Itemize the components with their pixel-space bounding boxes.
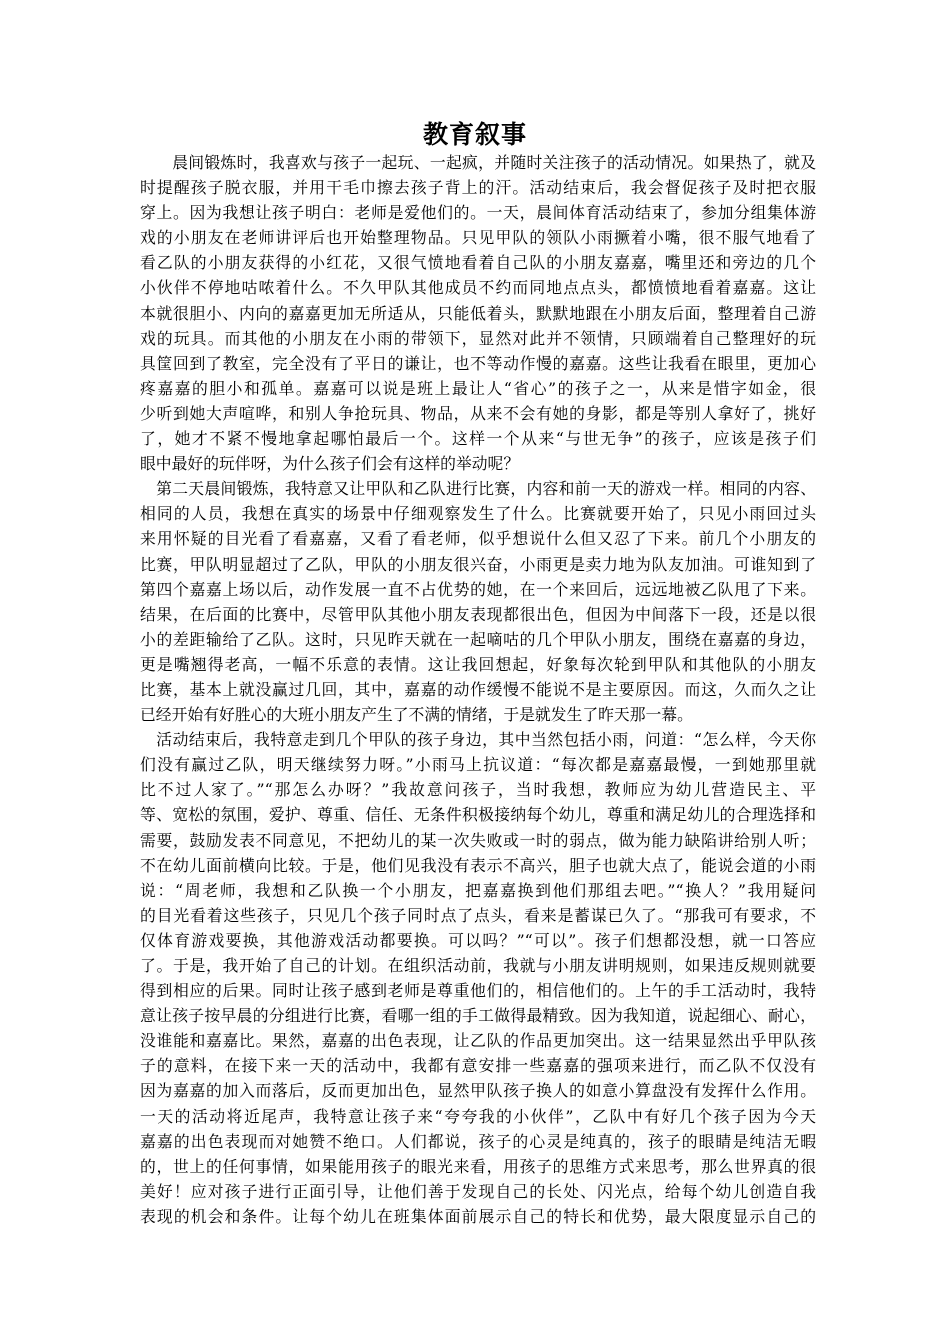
text-line: 的目光看着这些孩子，只见几个孩子同时点了点头，看来是蓄谋已久了。“那我可有要求，不 xyxy=(140,905,816,925)
text-line: 更是嘴翘得老高，一幅不乐意的表情。这让我回想起，好象每次轮到甲队和其他队的小朋友 xyxy=(140,654,816,674)
text-line: 表现的机会和条件。让每个幼儿在班集体面前展示自己的特长和优势，最大限度显示自己的 xyxy=(140,1206,816,1226)
text-line: 因为嘉嘉的加入而落后，反而更加出色，显然甲队孩子换人的如意小算盘没有发挥什么作用。 xyxy=(140,1081,816,1101)
text-line: 具筐回到了教室，完全没有了平日的谦让，也不等动作慢的嘉嘉。这些让我看在眼里，更加心 xyxy=(140,353,816,373)
text-line: 比赛，甲队明显超过了乙队，甲队的小朋友很兴奋，小雨更是卖力地为队友加油。可谁知到了 xyxy=(140,554,816,574)
text-line: 疼嘉嘉的胆小和孤单。嘉嘉可以说是班上最让人“省心”的孩子之一，从来是惜字如金，很 xyxy=(140,378,816,398)
text-line: 了，她才不紧不慢地拿起哪怕最后一个。这样一个从来“与世无争”的孩子，应该是孩子们 xyxy=(140,429,816,449)
text-line: 的，世上的任何事情，如果能用孩子的眼光来看，用孩子的思维方式来思考，那么世界真的很 xyxy=(140,1156,816,1176)
text-line: 戏的小朋友在老师讲评后也开始整理物品。只见甲队的领队小雨撅着小嘴，很不服气地看了 xyxy=(140,228,816,248)
text-line: 看乙队的小朋友获得的小红花，又很气愤地看着自己队的小朋友嘉嘉，嘴里还和旁边的几个 xyxy=(140,253,816,273)
text-line: 小的差距输给了乙队。这时，只见昨天就在一起嘀咕的几个甲队小朋友，围绕在嘉嘉的身边， xyxy=(140,629,816,649)
text-line: 没谁能和嘉嘉比。果然，嘉嘉的出色表现，让乙队的作品更加突出。这一结果显然出乎甲队孩 xyxy=(140,1031,816,1051)
text-line: 美好！应对孩子进行正面引导，让他们善于发现自己的长处、闪光点，给每个幼儿创造自我 xyxy=(140,1181,816,1201)
text-line: 第二天晨间锻炼，我特意又让甲队和乙队进行比赛，内容和前一天的游戏一样。相同的内容、 xyxy=(140,479,816,499)
text-line: 不在幼儿面前横向比较。于是，他们见我没有表示不高兴，胆子也就大点了，能说会道的小雨 xyxy=(140,855,816,875)
text-line: 穿上。因为我想让孩子明白：老师是爱他们的。一天，晨间体育活动结束了，参加分组集体游 xyxy=(140,203,816,223)
text-line: 比不过人家了。”“那怎么办呀？”我故意问孩子，当时我想，教师应为幼儿营造民主、平 xyxy=(140,780,816,800)
text-line: 眼中最好的玩伴呀，为什么孩子们会有这样的举动呢？ xyxy=(140,454,520,474)
text-line: 戏的玩具。而其他的小朋友在小雨的带领下，显然对此并不领情，只顾端着自己整理好的玩 xyxy=(140,328,816,348)
text-line: 需要，鼓励发表不同意见，不把幼儿的某一次失败或一时的弱点，做为能力缺陷讲给别人听； xyxy=(140,830,816,850)
text-line: 嘉嘉的出色表现而对她赞不绝口。人们都说，孩子的心灵是纯真的，孩子的眼睛是纯洁无暇 xyxy=(140,1131,816,1151)
text-line: 仅体育游戏要换，其他游戏活动都要换。可以吗？”“可以”。孩子们想都没想，就一口答应 xyxy=(140,930,816,950)
text-line: 等、宽松的氛围，爱护、尊重、信任、无条件积极接纳每个幼儿，尊重和满足幼儿的合理选择和 xyxy=(140,805,816,825)
text-line: 得到相应的后果。同时让孩子感到老师是尊重他们的，相信他们的。上午的手工活动时，我特 xyxy=(140,981,816,1001)
text-line: 们没有赢过乙队，明天继续努力呀。”小雨马上抗议道：“每次都是嘉嘉最慢，一到她那里就 xyxy=(140,755,816,775)
text-line: 结果，在后面的比赛中，尽管甲队其他小朋友表现都很出色，但因为中间落下一段，还是以很 xyxy=(140,604,816,624)
document-body xyxy=(140,150,816,1229)
text-line: 来用怀疑的目光看了看嘉嘉，又看了看老师，似乎想说什么但又忍了下来。前几个小朋友的 xyxy=(140,529,816,549)
text-line: 少听到她大声喧哗，和别人争抢玩具、物品，从来不会有她的身影，都是等别人拿好了，挑好 xyxy=(140,403,816,423)
text-line: 相同的人员，我想在真实的场景中仔细观察发生了什么。比赛就要开始了，只见小雨回过头 xyxy=(140,504,816,524)
text-line: 小伙伴不停地咕哝着什么。不久甲队其他成员不约而同地点点头，都愤愤地看着嘉嘉。这让 xyxy=(140,278,816,298)
text-line: 说：“周老师，我想和乙队换一个小朋友，把嘉嘉换到他们那组去吧。”“换人？”我用疑问 xyxy=(140,880,816,900)
text-line: 一天的活动将近尾声，我特意让孩子来“夸夸我的小伙伴”，乙队中有好几个孩子因为今天 xyxy=(140,1106,816,1126)
text-line: 意让孩子按早晨的分组进行比赛，看哪一组的手工做得最精致。因为我知道，说起细心、耐心， xyxy=(140,1006,816,1026)
text-line: 时提醒孩子脱衣服，并用干毛巾擦去孩子背上的汗。活动结束后，我会督促孩子及时把衣服 xyxy=(140,178,816,198)
document-title: 教育叙事 xyxy=(422,120,527,149)
text-line: 子的意料，在接下来一天的活动中，我都有意安排一些嘉嘉的强项来进行，而乙队不仅没有 xyxy=(140,1056,816,1076)
text-line: 了。于是，我开始了自己的计划。在组织活动前，我就与小朋友讲明规则，如果违反规则就要 xyxy=(140,956,816,975)
text-line: 晨间锻炼时，我喜欢与孩子一起玩、一起疯，并随时关注孩子的活动情况。如果热了，就及 xyxy=(140,153,816,172)
text-line: 本就很胆小、内向的嘉嘉更加无所适从，只能低着头，默默地跟在小朋友后面，整理着自己游 xyxy=(140,303,816,323)
text-line: 比赛，基本上就没赢过几回，其中，嘉嘉的动作缓慢不能说不是主要原因。而这，久而久之让 xyxy=(140,679,816,699)
text-line: 第四个嘉嘉上场以后，动作发展一直不占优势的她，在一个来回后，远远地被乙队甩了下来。 xyxy=(140,579,816,599)
text-line: 活动结束后，我特意走到几个甲队的孩子身边，其中当然包括小雨，问道：“怎么样，今天你 xyxy=(140,730,816,750)
text-line: 已经开始有好胜心的大班小朋友产生了不满的情绪，于是就发生了昨天那一幕。 xyxy=(140,705,693,725)
